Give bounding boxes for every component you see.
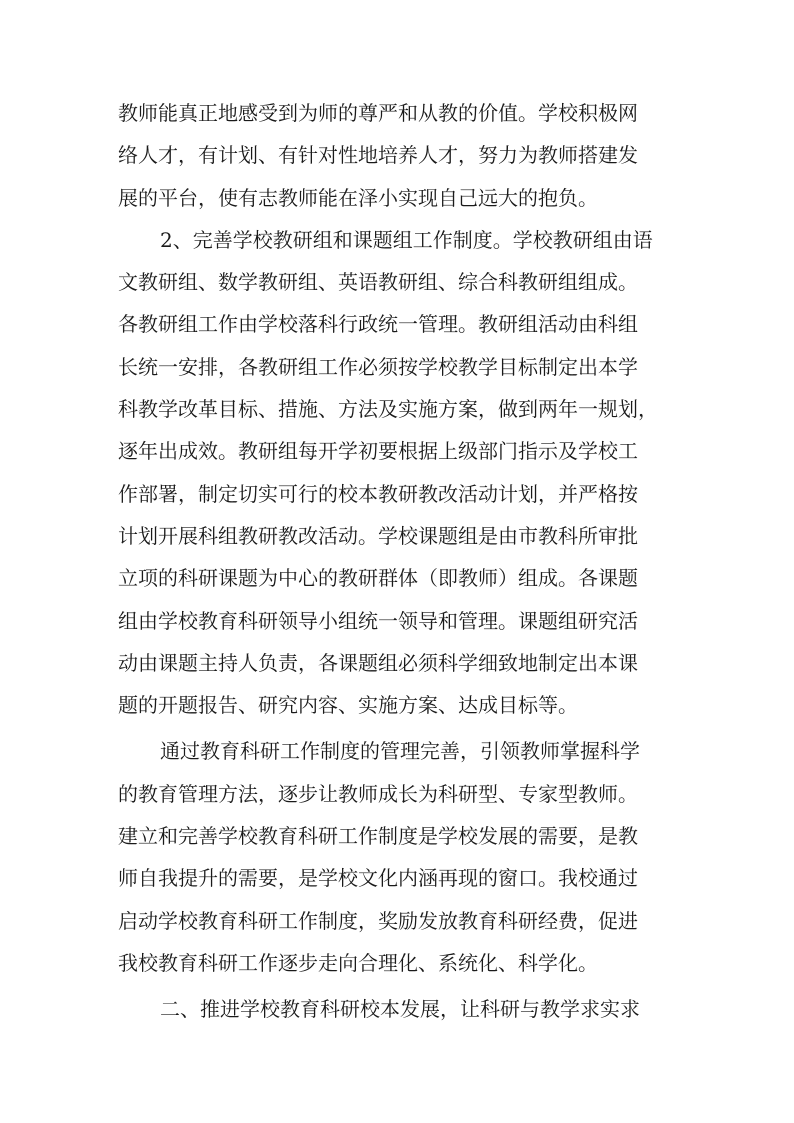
text-line: 题的开题报告、研究内容、实施方案、达成目标等。	[118, 693, 578, 718]
text-line: 立项的科研课题为中心的教研群体（即教师）组成。各课题	[118, 566, 638, 591]
text-line: 各教研组工作由学校落科行政统一管理。教研组活动由科组	[118, 312, 638, 337]
text-line: 文教研组、数学教研组、英语教研组、综合科教研组组成。	[118, 270, 638, 295]
text-line: 逐年出成效。教研组每开学初要根据上级部门指示及学校工	[118, 439, 638, 464]
text-line: 动由课题主持人负责，各课题组必须科学细致地制定出本课	[118, 650, 638, 675]
section-heading-line: 二、推进学校教育科研校本发展，让科研与教学求实求	[160, 997, 640, 1022]
text-line: 启动学校教育科研工作制度，奖励发放教育科研经费，促进	[118, 908, 638, 933]
body-text	[118, 92, 678, 1031]
text-line: 科教学改革目标、措施、方法及实施方案，做到两年一规划，	[118, 397, 658, 422]
text-line: 我校教育科研工作逐步走向合理化、系统化、科学化。	[118, 950, 598, 975]
text-line: 组由学校教育科研领导小组统一领导和管理。课题组研究活	[118, 608, 638, 633]
text-line: 络人才，有计划、有针对性地培养人才，努力为教师搭建发	[118, 143, 638, 168]
paragraph-start-line: 通过教育科研工作制度的管理完善，引领教师掌握科学	[160, 739, 640, 764]
text-line: 师自我提升的需要，是学校文化内涵再现的窗口。我校通过	[118, 866, 638, 891]
text-line: 建立和完善学校教育科研工作制度是学校发展的需要，是教	[118, 824, 638, 849]
text-line: 计划开展科组教研教改活动。学校课题组是由市教科所审批	[118, 523, 638, 548]
text-line: 长统一安排，各教研组工作必须按学校教学目标制定出本学	[118, 354, 638, 379]
text-line: 教师能真正地感受到为师的尊严和从教的价值。学校积极网	[118, 101, 638, 125]
text-line: 作部署，制定切实可行的校本教研教改活动计划，并严格按	[118, 481, 638, 506]
text-line: 的教育管理方法，逐步让教师成长为科研型、专家型教师。	[118, 781, 638, 806]
paragraph-start-line: 2、完善学校教研组和课题组工作制度。学校教研组由语	[160, 227, 653, 252]
text-line: 展的平台，使有志教师能在泽小实现自己远大的抱负。	[118, 185, 598, 210]
